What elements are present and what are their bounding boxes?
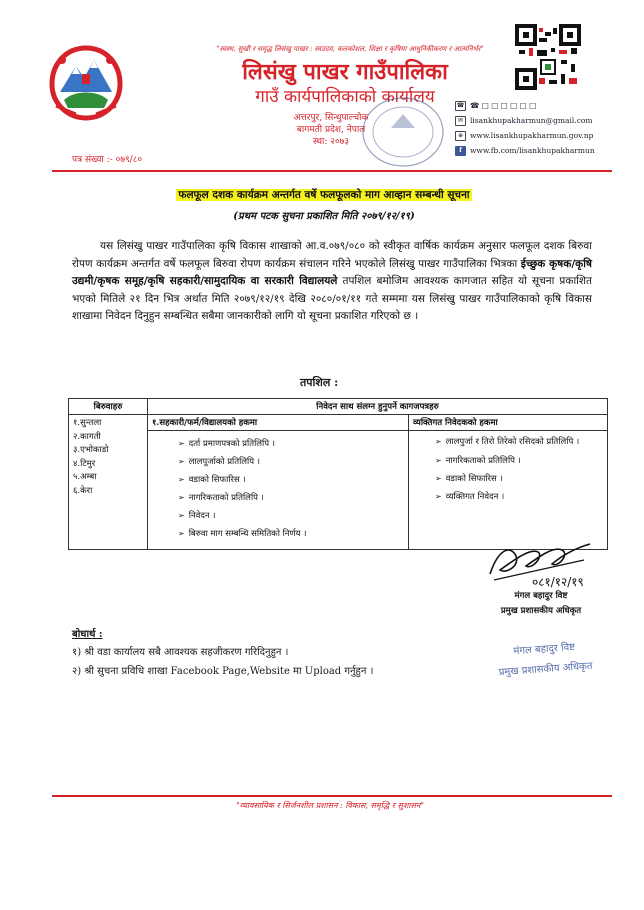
tapsil-heading: तपशिल :: [300, 376, 339, 389]
list-item: ➢ निवेदन ।: [178, 507, 404, 525]
address-line-1: अत्तरपुर, सिन्धुपाल्चोक: [293, 113, 369, 123]
col-header-documents: निवेदन साथ संलग्न हुनुपर्ने कागजपत्रहरु: [148, 399, 608, 415]
notice-title: [128, 188, 520, 202]
signature-scribble: [480, 530, 600, 590]
notice-subtitle: (प्रथम पटक सुचना प्रकाशित मिति २०७९/१२/१९): [233, 211, 415, 222]
arrow-bullet-icon: ➢: [178, 493, 185, 502]
header-divider: [52, 170, 612, 172]
contact-website[interactable]: www.lisankhupakharmun.gov.np: [470, 131, 594, 140]
reference-number: पत्र संख्या :- ०७९/८०: [72, 155, 143, 165]
notice-title-text: फलफूल दशक कार्यक्रम अन्तर्गत वर्षे फलफूलको माग आव्हान सम्बन्धी सूचना: [178, 189, 470, 201]
list-item: ३.एभोकाडो: [73, 445, 109, 455]
arrow-bullet-icon: ➢: [178, 475, 185, 484]
signature-date: ०८१/१२/१९: [532, 575, 584, 589]
municipality-title: लिसंखु पाखर गाउँपालिका: [242, 59, 448, 85]
bodartha-heading: बोधार्थ :: [72, 629, 103, 640]
footer-divider: [52, 795, 612, 797]
col-header-plants: बिरुवाहरु: [69, 399, 148, 415]
list-item: ➢ वडाको सिफारिस ।: [435, 470, 603, 488]
phone-icon: ☎: [456, 101, 465, 109]
list-item: २.कागती: [73, 431, 101, 442]
list-item: ➢ बिरुवा माग सम्बन्धि समितिको निर्णय ।: [178, 525, 404, 543]
body-text-1: यस लिसंखु पाखर गाउँपालिका कृषि विकास शाखाको आ.व.०७९/०८० को स्वीकृत वार्षिक कार्यक्रम अनुसार फलफूल दशक बिरुवा रोपण कार्यक्रम अन्तर्गत वर्षे फलफूल बिरुवा रोपण कार्यक्रम संचालन गरिने भएकोले लिसंखु पाखर गाउँपालिका भित्रका: [72, 240, 592, 270]
list-item: ➢ लालपुर्जा र तिरो तिरेको रसिदको प्रतिलिपि ।: [435, 437, 580, 447]
arrow-bullet-icon: ➢: [178, 457, 185, 466]
list-item: ४.टिमुर: [73, 458, 96, 469]
website-icon: ⊕: [455, 131, 466, 141]
fruit-list: [69, 415, 148, 550]
nepal-emblem-icon: [46, 44, 126, 122]
list-item: ➢ वडाको सिफारिस ।: [178, 471, 404, 489]
signatory-designation: प्रमुख प्रशासकीय अधिकृत: [500, 606, 582, 616]
name-stamp: [489, 636, 602, 684]
list-item: ➢ नागरिकताको प्रतिलिपि ।: [435, 452, 603, 470]
list-item: ➢ व्यक्तिगत निवेदन ।: [435, 488, 603, 506]
list-item: ➢ नागरिकताको प्रतिलिपि ।: [178, 489, 404, 507]
list-item: १.सुन्तला: [73, 418, 102, 428]
header-slogan: "स्वस्थ, सुखी र समृद्ध लिसंखु पाखर : स्वउदय, कलकोशल, शिक्षा र कृषिमा आधुनिकीकरण र आत्मनिर्भर": [216, 45, 484, 53]
signatory-block: [486, 589, 596, 619]
contact-facebook[interactable]: www.fb.com/lisankhupakharmun: [470, 146, 595, 155]
arrow-bullet-icon: ➢: [435, 492, 442, 501]
list-item: ➢ लालपूर्जाको प्रतिलिपि ।: [178, 453, 404, 471]
list-item: ५.अम्बा: [73, 472, 97, 482]
institution-docs: [148, 431, 409, 550]
body-text-bold: ईच्छुक कृषक/कृषि उद्यमी/कृषक समूह/कृषि सहकारी/सामुदायिक वा सरकारी विद्यालयले: [72, 257, 593, 287]
stamp-designation: प्रमुख प्रशासकीय अधिकृत: [498, 660, 593, 679]
email-icon: ✉: [455, 116, 466, 126]
list-item: २) श्री सुचना प्रविधि शाखा Facebook Page,Website मा Upload गर्नुहुन ।: [72, 666, 374, 677]
office-round-stamp-icon: [355, 92, 450, 172]
arrow-bullet-icon: ➢: [178, 439, 185, 448]
table-body-row: [69, 415, 608, 431]
footer-slogan: "व्यावसायिक र सिर्जनशील प्रशासन : विकास, समृद्धि र सुशासन": [236, 801, 424, 810]
office-subtitle: गाउँ कार्यपालिकाको कार्यालय: [255, 87, 435, 107]
bodartha-list: [72, 643, 373, 681]
contact-block: [455, 98, 630, 158]
list-item: ➢ दर्ता प्रमाणपत्रको प्रतिलिपि ।: [178, 435, 404, 453]
arrow-bullet-icon: ➢: [178, 529, 185, 538]
list-item: ६.केरा: [73, 485, 93, 496]
qr-code-icon: [515, 24, 581, 90]
arrow-bullet-icon: ➢: [435, 456, 442, 465]
list-item: १) श्री वडा कार्यालय सबै आवश्यक सहजीकरण गरिदिनुहुन ।: [72, 647, 289, 658]
contact-email[interactable]: lisankhupakharmun@gmail.com: [470, 116, 593, 125]
arrow-bullet-icon: ➢: [178, 511, 185, 520]
arrow-bullet-icon: ➢: [435, 437, 442, 446]
notice-body: [72, 238, 592, 326]
sub-header-individual: व्यक्तिगत निवेदकको हकमा: [409, 415, 608, 431]
table-header-row: [69, 399, 608, 415]
signatory-name: मंगल बहादुर विष्ट: [514, 591, 568, 601]
contact-phone: ☎ □ □ □ □ □ □: [470, 101, 537, 110]
stamp-name: मंगल बहादुर विष्ट: [513, 641, 576, 658]
address-line-2: बागमती प्रदेश, नेपाल: [296, 125, 366, 135]
body-text-2: तपशिल बमोजिम आवश्यक कागजात सहित यो सूचना प्रकाशित भएको मितिले २१ दिन भित्र अर्थात मिति २०७९/१२/१९ देखि २०८०/०१/११ गते सम्ममा यस लिसंखु पाखर गाउँपालिकाको कृषि विकास शाखामा निवेदन दिनुहुन सम्बन्धित सबैमा जानकारीको लागि यो सूचना प्रकाशित गरिएको छ ।: [72, 275, 593, 322]
established-year: स्था: २०७३: [312, 137, 350, 147]
arrow-bullet-icon: ➢: [435, 474, 442, 483]
facebook-icon: f: [455, 146, 466, 156]
requirements-table: [68, 398, 608, 550]
sub-header-institution: १.सहकारी/फर्म/विद्यालयको हकमा: [148, 415, 409, 431]
